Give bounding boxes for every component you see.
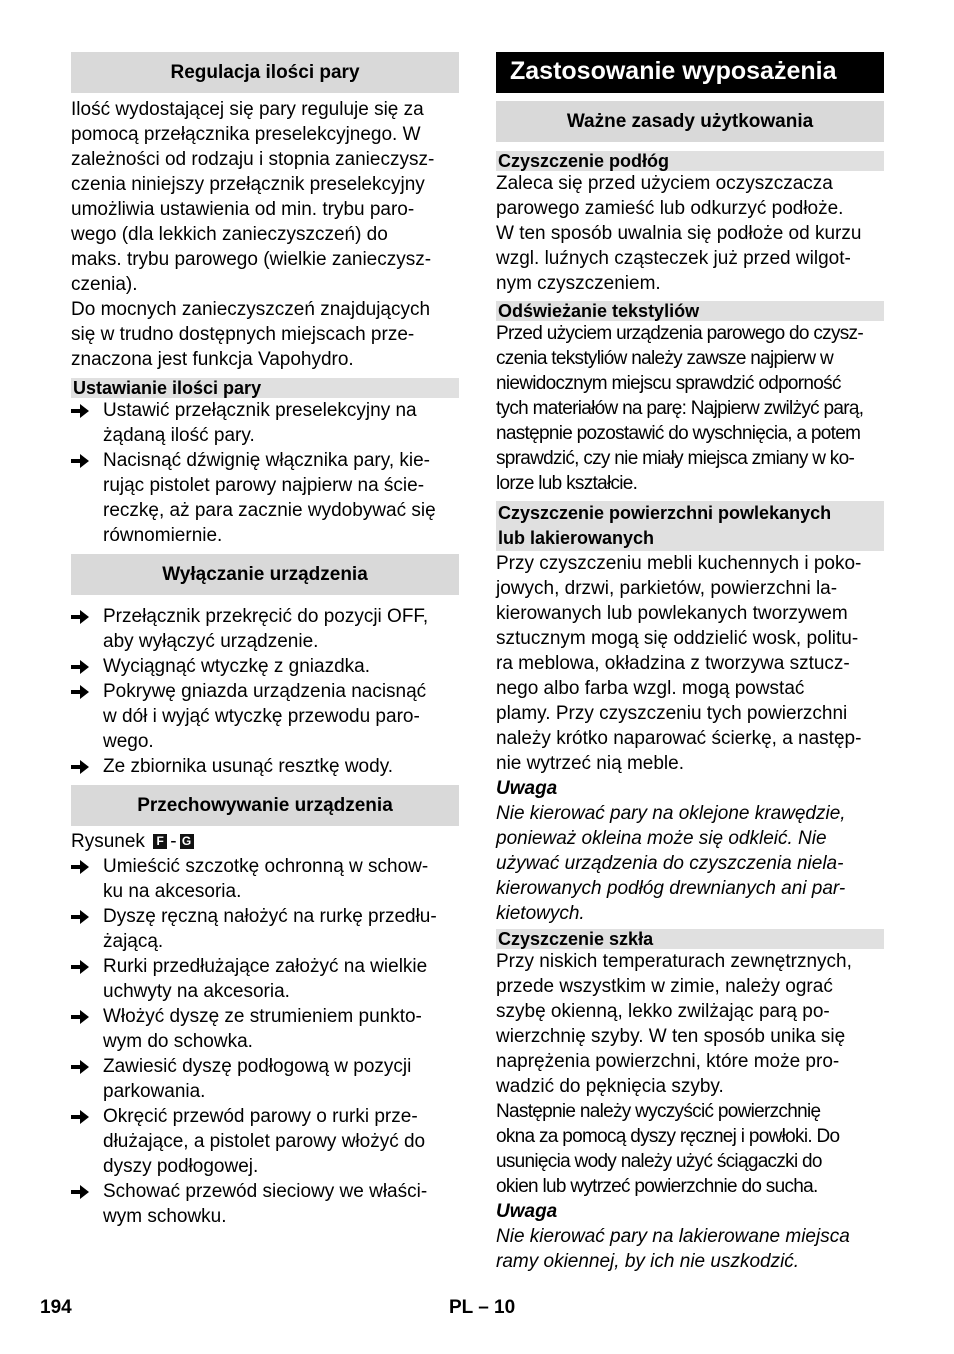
- figure-dash: -: [170, 831, 177, 852]
- figure-label: Rysunek: [71, 831, 145, 852]
- text-line: Nacisnąć dźwignię włącznika pary, kie-: [103, 450, 430, 471]
- list-item-text: [103, 754, 393, 779]
- heading-szklo: Czyszczenie szkła: [496, 929, 884, 949]
- text-line: wierzchnię szyby. W ten sposób unika się: [496, 1026, 846, 1047]
- text-line: okien lub wytrzeć powierzchnie do sucha.: [496, 1176, 818, 1197]
- text-line: Zawiesić dyszę podłogową w pozycji: [103, 1056, 412, 1077]
- text-line: nego albo farba wzgl. mogą powstać: [496, 678, 805, 699]
- text-line: niewidocznym miejscu sprawdzić odporność: [496, 373, 841, 394]
- text-line: znaczona jest funkcja Vapohydro.: [71, 349, 354, 370]
- text-line: sztucznym mogą się oddzielić wosk, politu-: [496, 628, 859, 649]
- paragraph-regulacja-1: [71, 97, 459, 297]
- right-column: [496, 52, 884, 1274]
- text-line: nie wytrzeć nią meble.: [496, 753, 684, 774]
- list-item: [71, 654, 459, 679]
- list-item-text: [103, 398, 417, 448]
- text-line: żądaną ilość pary.: [103, 425, 255, 446]
- note-text-1: [496, 801, 884, 926]
- text-line: Wyciągnąć wtyczkę z gniazdka.: [103, 656, 370, 677]
- page-language-label: PL – 10: [449, 1297, 516, 1318]
- left-column: [71, 52, 459, 1229]
- text-line: pomocą przełącznika preselekcyjnego. W: [71, 124, 421, 145]
- text-line: Czyszczenie powierzchni powlekanych: [498, 503, 832, 523]
- list-item-text: [103, 604, 428, 654]
- text-line: ramy okiennej, by ich nie uszkodzić.: [496, 1251, 800, 1272]
- list-ustawianie: [71, 398, 459, 548]
- text-line: Rurki przedłużające założyć na wielkie: [103, 956, 428, 977]
- list-item-text: [103, 1004, 422, 1054]
- heading-wylaczanie: Wyłączanie urządzenia: [71, 554, 459, 595]
- arrow-right-icon: [71, 448, 103, 473]
- text-line: reczkę, aż para zacznie wydobywać się: [103, 500, 436, 521]
- text-line: sprawdzić, czy nie miały miejsca zmiany w ko-: [496, 448, 855, 469]
- text-line: Umieścić szczotkę ochronną w schow-: [103, 856, 429, 877]
- text-line: ra meblowa, okładzina z tworzywa sztucz-: [496, 653, 850, 674]
- text-line: wadzić do pęknięcia szyby.: [496, 1076, 724, 1097]
- text-line: lub lakierowanych: [498, 528, 655, 548]
- text-line: jowych, drzwi, parkietów, powierzchni la-: [496, 578, 838, 599]
- paragraph-szklo-1: [496, 949, 884, 1099]
- text-line: czenia tekstyliów należy zawsze najpierw w: [496, 348, 834, 369]
- text-line: kierowanych podłóg drewnianych ani par-: [496, 878, 846, 899]
- arrow-right-icon: [71, 679, 103, 704]
- arrow-right-icon: [71, 854, 103, 879]
- text-line: wym schowku.: [103, 1206, 227, 1227]
- text-line: następnie pozostawić do wyschnięcia, a potem: [496, 423, 861, 444]
- list-item: [71, 1004, 459, 1054]
- list-przechowywanie: [71, 854, 459, 1229]
- list-item-text: [103, 1054, 411, 1104]
- list-item-text: [103, 1104, 425, 1179]
- list-item-text: [103, 654, 370, 679]
- page-number: 194: [40, 1297, 72, 1318]
- list-item: [71, 398, 459, 448]
- arrow-right-icon: [71, 904, 103, 929]
- text-line: umożliwia ustawienia od min. trybu paro-: [71, 199, 415, 220]
- list-item-text: [103, 1179, 427, 1229]
- text-line: ku na akcesoria.: [103, 881, 242, 902]
- paragraph-podlogi: [496, 171, 884, 296]
- note-label-1: Uwaga: [496, 778, 558, 799]
- text-line: równomiernie.: [103, 525, 223, 546]
- text-line: kietowych.: [496, 903, 585, 924]
- text-line: ponieważ okleina może się odkleić. Nie: [496, 828, 827, 849]
- figure-g-badge: G: [180, 834, 194, 849]
- note-label-2: Uwaga: [496, 1201, 558, 1222]
- list-wylaczanie: [71, 604, 459, 779]
- text-line: Dyszę ręczną nałożyć na rurkę przedłu-: [103, 906, 437, 927]
- text-line: w dół i wyjąć wtyczkę przewodu paro-: [103, 706, 420, 727]
- arrow-right-icon: [71, 654, 103, 679]
- text-line: Przy czyszczeniu mebli kuchennych i poko-: [496, 553, 862, 574]
- list-item-text: [103, 904, 437, 954]
- arrow-right-icon: [71, 954, 103, 979]
- text-line: Nie kierować pary na lakierowane miejsca: [496, 1226, 850, 1247]
- text-line: okna za pomocą dyszy ręcznej i powłoki. Do: [496, 1126, 840, 1147]
- heading-tekstylia: Odświeżanie tekstyliów: [496, 301, 884, 321]
- figure-reference: [71, 829, 459, 854]
- text-line: Do mocnych zanieczyszczeń znajdujących: [71, 299, 431, 320]
- list-item: [71, 854, 459, 904]
- paragraph-regulacja-2: [71, 297, 459, 372]
- text-line: usunięcia wody należy użyć ściągaczki do: [496, 1151, 822, 1172]
- text-line: aby wyłączyć urządzenie.: [103, 631, 319, 652]
- text-line: nym czyszczeniem.: [496, 273, 661, 294]
- heading-przechowywanie: Przechowywanie urządzenia: [71, 785, 459, 826]
- paragraph-szklo-2: [496, 1099, 884, 1199]
- text-line: czenia niniejszy przełącznik preselekcyjny: [71, 174, 425, 195]
- list-item: [71, 954, 459, 1004]
- note-text-2: [496, 1224, 884, 1274]
- text-line: wego.: [103, 731, 154, 752]
- text-line: W ten sposób uwalnia się podłoże od kurzu: [496, 223, 862, 244]
- text-line: Okręcić przewód parowy o rurki prze-: [103, 1106, 418, 1127]
- figure-f-badge: F: [153, 834, 167, 849]
- arrow-right-icon: [71, 1104, 103, 1129]
- list-item: [71, 754, 459, 779]
- text-line: maks. trybu parowego (wielkie zanieczysz-: [71, 249, 432, 270]
- text-line: lorze lub kształcie.: [496, 473, 638, 494]
- paragraph-powierzchnie: [496, 551, 884, 776]
- text-line: Ze zbiornika usunąć resztkę wody.: [103, 756, 394, 777]
- arrow-right-icon: [71, 1004, 103, 1029]
- list-item: [71, 1104, 459, 1179]
- text-line: żającą.: [103, 931, 164, 952]
- text-line: wego (dla lekkich zanieczyszczeń) do: [71, 224, 388, 245]
- arrow-right-icon: [71, 1054, 103, 1079]
- heading-powierzchnie: [496, 501, 884, 551]
- text-line: wym do schowka.: [103, 1031, 253, 1052]
- text-line: Schować przewód sieciowy we właści-: [103, 1181, 428, 1202]
- text-line: Nie kierować pary na oklejone krawędzie,: [496, 803, 846, 824]
- list-item: [71, 604, 459, 654]
- text-line: plamy. Przy czyszczeniu tych powierzchni: [496, 703, 848, 724]
- list-item-text: [103, 854, 428, 904]
- text-line: Ustawić przełącznik preselekcyjny na: [103, 400, 417, 421]
- heading-podlogi: Czyszczenie podłóg: [496, 151, 884, 171]
- text-line: Ilość wydostającej się pary reguluje się za: [71, 99, 424, 120]
- list-item-text: [103, 679, 426, 754]
- list-item-text: [103, 448, 436, 548]
- text-line: czenia).: [71, 274, 138, 295]
- text-line: Przy niskich temperaturach zewnętrznych,: [496, 951, 852, 972]
- list-item: [71, 679, 459, 754]
- text-line: się w trudno dostępnych miejscach prze-: [71, 324, 415, 345]
- text-line: Pokrywę gniazda urządzenia nacisnąć: [103, 681, 427, 702]
- text-line: parkowania.: [103, 1081, 206, 1102]
- arrow-right-icon: [71, 604, 103, 629]
- text-line: dyszy podłogowej.: [103, 1156, 259, 1177]
- text-line: rując pistolet parowy najpierw na ście-: [103, 475, 425, 496]
- arrow-right-icon: [71, 1179, 103, 1204]
- text-line: kierowanych lub powlekanych tworzywem: [496, 603, 848, 624]
- text-line: dłużające, a pistolet parowy włożyć do: [103, 1131, 426, 1152]
- text-line: wzgl. luźnych cząsteczek już przed wilgot-: [496, 248, 851, 269]
- heading-regulacja: Regulacja ilości pary: [71, 52, 459, 93]
- text-line: uchwyty na akcesoria.: [103, 981, 290, 1002]
- list-item: [71, 904, 459, 954]
- list-item: [71, 1054, 459, 1104]
- list-item: [71, 448, 459, 548]
- text-line: Zaleca się przed użyciem oczyszczacza: [496, 173, 833, 194]
- text-line: Włożyć dyszę ze strumieniem punkto-: [103, 1006, 422, 1027]
- arrow-right-icon: [71, 754, 103, 779]
- text-line: przede wszystkim w zimie, należy ograć: [496, 976, 833, 997]
- text-line: należy krótko naparować ścierkę, a następ-: [496, 728, 862, 749]
- text-line: parowego zamieść lub odkurzyć podłoże.: [496, 198, 844, 219]
- text-line: Przełącznik przekręcić do pozycji OFF,: [103, 606, 429, 627]
- text-line: używać urządzenia do czyszczenia niela-: [496, 853, 844, 874]
- text-line: Następnie należy wyczyścić powierzchnię: [496, 1101, 821, 1122]
- text-line: zależności od rodzaju i stopnia zanieczysz-: [71, 149, 435, 170]
- heading-wazne-zasady: Ważne zasady użytkowania: [496, 101, 884, 142]
- text-line: naprężenia powierzchni, które może pro-: [496, 1051, 840, 1072]
- text-line: Przed użyciem urządzenia parowego do czysz-: [496, 323, 863, 344]
- arrow-right-icon: [71, 398, 103, 423]
- list-item: [71, 1179, 459, 1229]
- paragraph-tekstylia: [496, 321, 884, 496]
- list-item-text: [103, 954, 427, 1004]
- text-line: tych materiałów na parę: Najpierw zwilżyć parą,: [496, 398, 864, 419]
- text-line: szybę okienną, lekko zwilżając parą po-: [496, 1001, 830, 1022]
- heading-ustawianie: Ustawianie ilości pary: [71, 378, 459, 398]
- section-title: Zastosowanie wyposażenia: [496, 52, 884, 93]
